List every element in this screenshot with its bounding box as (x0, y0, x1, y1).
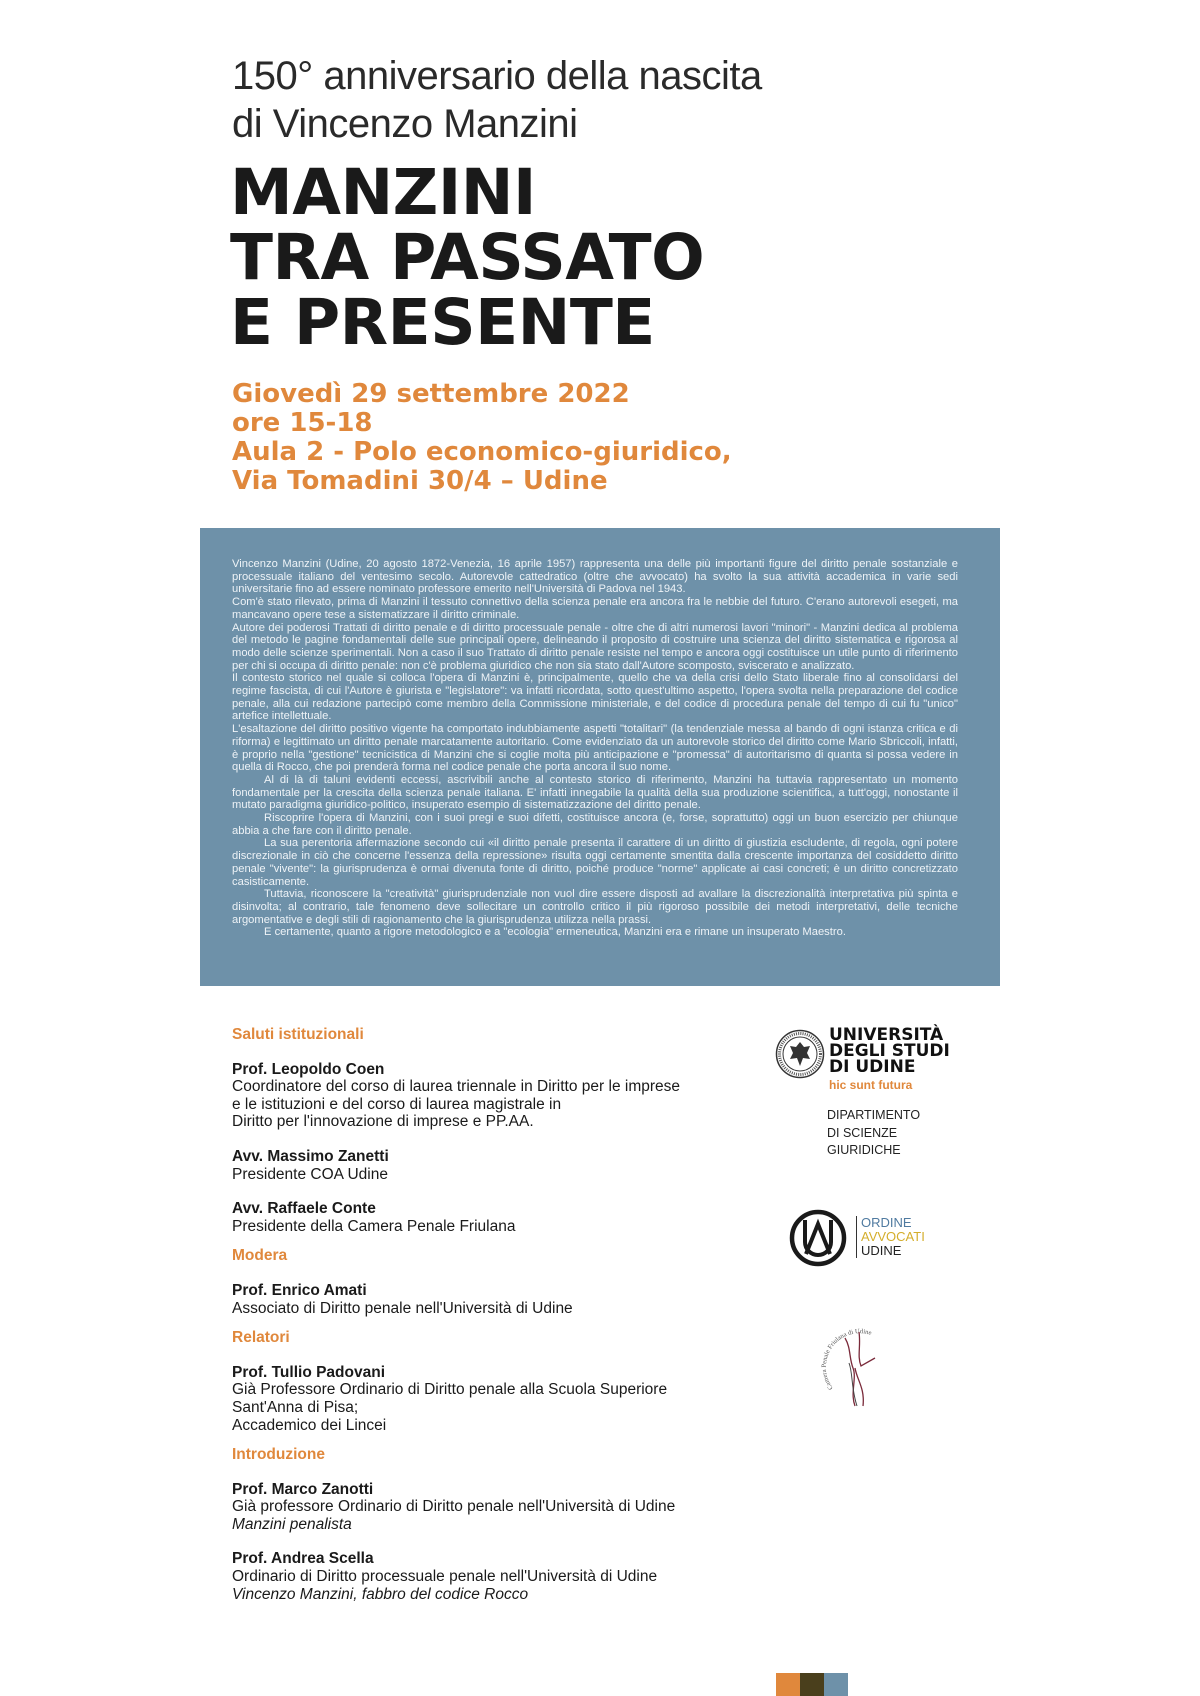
color-swatch-orange (776, 1673, 800, 1696)
department-line: GIURIDICHE (827, 1143, 901, 1157)
abstract-paragraph: Il contesto storico nel quale si colloca l'opera di Manzini è, principalmente, quello che va della crisi dello Stato liberale fino al consolidarsi del regime fascista, di cui l'Autore è giurista e "legislatore": va infatti ricordata, sotto quest'ultimo aspetto, l'opera svolta nella preparazione del codice penale, alla cui redazione partecipò come membro della Commissione ministeriale, e del codice di procedura penale del tempo di cui fu "unico" artefice intellettuale. (232, 672, 958, 723)
speaker (232, 1061, 752, 1131)
event-info (232, 380, 732, 496)
speaker-name: Prof. Tullio Padovani (232, 1363, 386, 1381)
university-name-line: DEGLI STUDI (829, 1041, 950, 1061)
speaker (232, 1200, 752, 1235)
subtitle-line: 150° anniversario della nascita (232, 54, 762, 98)
speaker-role: Presidente COA Udine (232, 1165, 388, 1183)
talk-title: Vincenzo Manzini, fabbro del codice Rocco (232, 1585, 529, 1603)
subtitle (232, 52, 762, 148)
university-motto: hic sunt futura (829, 1078, 913, 1092)
title-line: TRA PASSATO (230, 221, 705, 294)
abstract-paragraph: La sua perentoria affermazione secondo cui «il diritto penale presenta il carattere di un diritto di giustizia escludente, di regola, ogni potere discrezionale in ciò che concerne l'essenza della repressione» risulta oggi certamente smentita dalla crescente importanza del cosiddetto diritto penale "vivente": la giurisprudenza è ormai divenuta fonte di diritto, poiché produce "norme" applicate ai casi concreti; è un diritto concretizzato casisticamente. (232, 837, 958, 888)
ordine-avvocati-emblem-icon (788, 1208, 848, 1268)
university-seal-icon (775, 1029, 825, 1079)
color-swatch-blue (824, 1673, 848, 1696)
color-swatch-dark (800, 1673, 824, 1696)
abstract-paragraph: Vincenzo Manzini (Udine, 20 agosto 1872-Venezia, 16 aprile 1957) rappresenta una delle più importanti figure del diritto penale sostanziale e processuale italiano del ventesimo secolo. Autorevole cattedratico (oltre che avvocato) ha svolto la sua attività accademica in varie sedi universitarie fino ad essere nominato professore emerito nell'Università di Padova nel 1943. (232, 558, 958, 596)
subtitle-line: di Vincenzo Manzini (232, 102, 578, 146)
section-relatori: Relatori (232, 1329, 290, 1347)
university-name (829, 1027, 950, 1075)
event-address: Via Tomadini 30/4 – Udine (232, 466, 608, 496)
speaker-role: Presidente della Camera Penale Friulana (232, 1217, 516, 1235)
university-name-line: DI UDINE (829, 1057, 916, 1077)
section-modera: Modera (232, 1247, 288, 1265)
speaker-role: Già Professore Ordinario di Diritto penale alla Scuola Superiore (232, 1381, 668, 1399)
speaker-name: Prof. Marco Zanotti (232, 1480, 374, 1498)
page-title (230, 156, 705, 359)
speaker-role: Diritto per l'innovazione di imprese e PP.AA. (232, 1113, 534, 1131)
event-time: ore 15-18 (232, 408, 373, 438)
talk-title: Manzini penalista (232, 1515, 352, 1533)
speaker-name: Avv. Raffaele Conte (232, 1200, 376, 1218)
department-name (827, 1107, 920, 1160)
camera-penale-logo (815, 1318, 905, 1413)
abstract-paragraph: L'esaltazione del diritto positivo vigente ha comportato indubbiamente aspetti "totalitari" (la tendenziale messa al bando di ogni istanza critica e di riforma) e legittimato un diritto penale marcatamente autoritario. Come evidenziato da un autorevole storico del diritto come Mario Sbriccoli, infatti, è proprio nella "gestione" tecnicistica di Manzini che si coglie molta più anticipazione e "promessa" di autoritarismo di quanta si possa vedere in quella di Rocco, che poi prenderà forma nel codice penale che porta ancora il suo nome. (232, 723, 958, 774)
camera-penale-emblem-icon (815, 1318, 905, 1413)
ordine-line: ORDINE (861, 1215, 912, 1230)
abstract-text (232, 558, 958, 939)
speaker (232, 1148, 752, 1183)
abstract-paragraph: Tuttavia, riconoscere la "creatività" giurisprudenziale non vuol dire essere disposti ad avallare la discrezionalità interpretativa più spinta e disinvolta; al contrario, tale fenomeno deve sollecitare un controllo critico il più rigoroso possibile dei metodi interpretativi, delle tecniche argomentative e degli stili di ragionamento che la giurisprudenza utilizza nella prassi. (232, 888, 958, 926)
abstract-paragraph: Autore dei poderosi Trattati di diritto penale e di diritto processuale penale - oltre che di altri numerosi lavori "minori" - Manzini dedica al problema del metodo le pagine fondamentali delle sue principali opere, delineando il proposito di costruire una scienza del diritto sistematica e rigorosa al modo delle scienze sperimentali. Non a caso il suo Trattato di diritto penale resiste nel tempo e ancora oggi costituisce un utile punto di riferimento per chi si occupa di diritto penale: non c'è problema giuridico che non sia stato dall'Autore scomposto, sviscerato e analizzato. (232, 621, 958, 672)
speaker-role: Ordinario di Diritto processuale penale nell'Università di Udine (232, 1568, 658, 1586)
speaker-role: Già professore Ordinario di Diritto penale nell'Università di Udine (232, 1498, 676, 1516)
speaker (232, 1282, 752, 1317)
ordine-avvocati-logo (788, 1206, 938, 1270)
ordine-line: UDINE (861, 1243, 902, 1258)
abstract-paragraph: Com'è stato rilevato, prima di Manzini il tessuto connettivo della scienza penale era ancora fra le nebbie del futuro. C'erano autorevoli esegeti, ma mancavano opere tese a sistematizzare il diritto criminale. (232, 596, 958, 621)
speaker-role: Sant'Anna di Pisa; (232, 1398, 359, 1416)
speaker-name: Prof. Enrico Amati (232, 1281, 367, 1299)
ordine-line: AVVOCATI (861, 1229, 925, 1244)
speaker-name: Avv. Massimo Zanetti (232, 1147, 389, 1165)
abstract-paragraph: Al di là di taluni evidenti eccessi, ascrivibili anche al contesto storico di riferimento, Manzini ha tuttavia rappresentato un momento fondamentale per la crescita della scienza penale italiana. E' infatti innegabile la qualità della sua produzione scientifica, a tutt'oggi, nonostante il mutato paradigma giuridico-politico, insuperato esempio di sistematizzazione del diritto penale. (232, 773, 958, 812)
speaker (232, 1550, 752, 1603)
speaker-role: Associato di Diritto penale nell'Università di Udine (232, 1299, 573, 1317)
department-line: DIPARTIMENTO (827, 1108, 921, 1122)
speaker-name: Prof. Andrea Scella (232, 1550, 374, 1568)
speaker-role: Accademico dei Lincei (232, 1416, 387, 1434)
event-date: Giovedì 29 settembre 2022 (232, 379, 630, 409)
event-venue: Aula 2 - Polo economico-giuridico, (232, 437, 732, 467)
speaker-role: e le istituzioni e del corso di laurea magistrale in (232, 1095, 562, 1113)
camera-penale-text: Camera Penale Friulana di Udine (820, 1328, 873, 1391)
title-line: MANZINI (230, 156, 536, 229)
university-name-line: UNIVERSITÀ (829, 1025, 944, 1045)
department-line: DI SCIENZE (827, 1125, 898, 1140)
section-saluti: Saluti istituzionali (232, 1026, 364, 1043)
svg-text:Camera Penale Friulana di Udin (821, 1328, 873, 1391)
speaker (232, 1481, 752, 1534)
abstract-paragraph: Riscoprire l'opera di Manzini, con i suoi pregi e suoi difetti, costituisce ancora (e, forse, soprattutto) oggi un buon esercizio per chiunque abbia a che fare con il diritto penale. (232, 812, 958, 837)
speaker-role: Coordinatore del corso di laurea triennale in Diritto per le imprese (232, 1078, 681, 1096)
title-line: E PRESENTE (230, 286, 655, 359)
ordine-avvocati-text (856, 1216, 925, 1258)
abstract-paragraph: E certamente, quanto a rigore metodologico e a "ecologia" ermeneutica, Manzini era e rimane un insuperato Maestro. (264, 926, 846, 939)
program (232, 1026, 752, 1620)
speaker (232, 1364, 752, 1434)
speaker-name: Prof. Leopoldo Coen (232, 1060, 385, 1078)
section-introduzione: Introduzione (232, 1446, 325, 1464)
